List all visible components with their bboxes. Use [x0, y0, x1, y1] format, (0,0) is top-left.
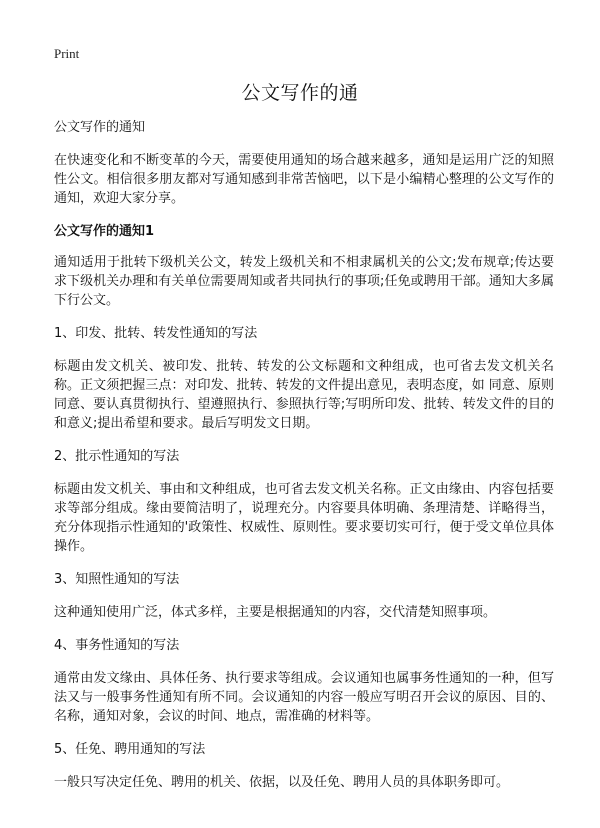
item-body-4: 通常由发文缘由、具体任务、执行要求等组成。会议通知也属事务性通知的一种，但写法又与一般事务性通知有所不同。会议通知的内容一般应写明召开会议的原因、目的、名称，通知对象，会议的时间、地点，需准确的材料等。	[54, 671, 554, 724]
item-heading-1: 1、印发、批转、转发性通知的写法	[54, 326, 258, 341]
print-link[interactable]: Print	[54, 46, 80, 61]
item-body-3: 这种通知使用广泛，体式多样，主要是根据通知的内容，交代清楚知照事项。	[54, 605, 497, 620]
item-heading-5: 5、任免、聘用通知的写法	[54, 742, 206, 757]
article-body	[54, 118, 554, 806]
item-body-2: 标题由发文机关、事由和文种组成，也可省去发文机关名称。正文由缘由、内容包括要求等部分组成。缘由要简洁明了，说理充分。内容要具体明确、条理清楚、详略得当， 充分体现指示性通知的'政策性、权威性、原则性。要求要切实可行，便于受文单位具体操作。	[54, 482, 554, 554]
section-heading: 公文写作的通知1	[54, 224, 155, 239]
article-subtitle: 公文写作的通知	[54, 120, 146, 135]
item-body-1: 标题由发文机关、被印发、批转、转发的公文标题和文种组成，也可省去发文机关名称。正文须把握三点：对印发、批转、转发的文件提出意见，表明态度，如 同意、原则同意、要认真贯彻执行、望遵照执行、参照执行等;写明所印发、批转、转发文件的目的和意义;提出希望和要求。最后写明发文日期。	[54, 359, 554, 431]
definition-paragraph: 通知适用于批转下级机关公文，转发上级机关和不相隶属机关的公文;发布规章;传达要求下级机关办理和有关单位需要周知或者共同执行的事项;任免或聘用干部。通知大多属下行公文。	[54, 255, 554, 308]
page-title: 公文写作的通	[241, 82, 359, 104]
item-heading-3: 3、知照性通知的写法	[54, 572, 180, 587]
intro-paragraph: 在快速变化和不断变革的今天，需要使用通知的场合越来越多，通知是运用广泛的知照性公文。相信很多朋友都对写通知感到非常苦恼吧，以下是小编精心整理的公文写作的通知，欢迎大家分享。	[54, 153, 554, 206]
item-heading-2: 2、批示性通知的写法	[54, 449, 180, 464]
item-heading-4: 4、事务性通知的写法	[54, 638, 180, 653]
item-body-5: 一般只写决定任免、聘用的机关、依据，以及任免、聘用人员的具体职务即可。	[54, 775, 510, 790]
